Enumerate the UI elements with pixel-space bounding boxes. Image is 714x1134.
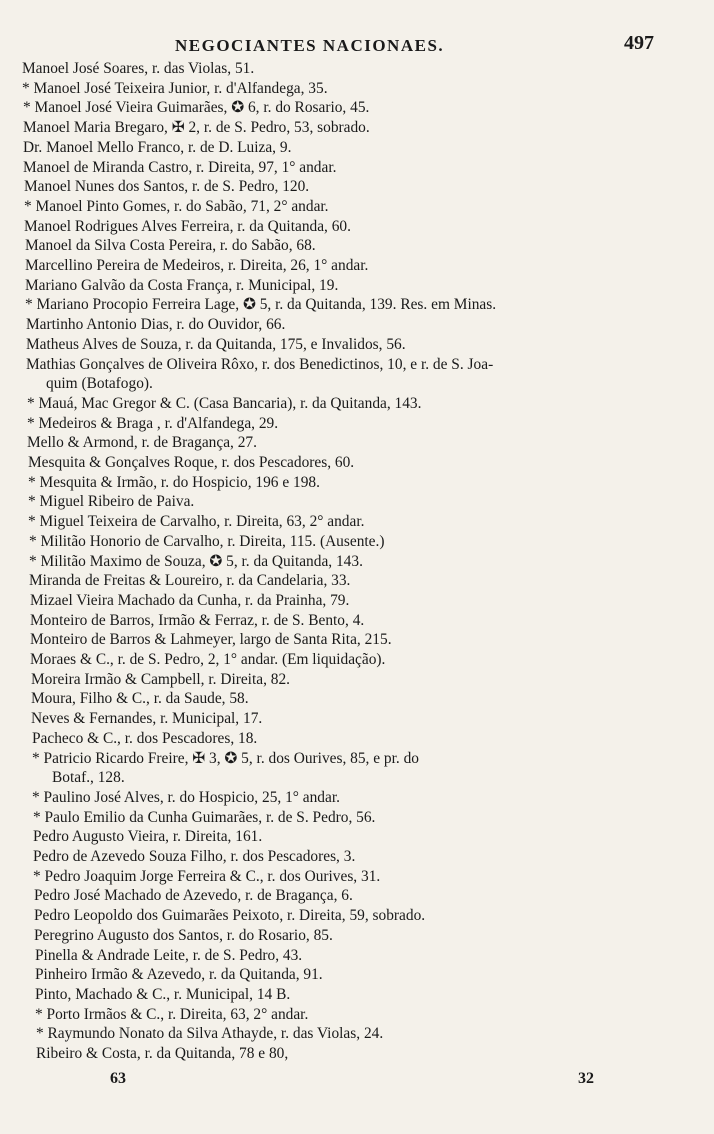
directory-entry: quim (Botafogo). bbox=[46, 375, 153, 393]
directory-entry: Mathias Gonçalves de Oliveira Rôxo, r. dos Benedictinos, 10, e r. de S. Joa- bbox=[26, 355, 494, 373]
directory-entry: Manoel José Soares, r. das Violas, 51. bbox=[22, 60, 255, 77]
directory-entry: * Porto Irmãos & C., r. Direita, 63, 2° andar. bbox=[35, 1005, 309, 1023]
directory-entry: * Manoel José Teixeira Junior, r. d'Alfandega, 35. bbox=[22, 79, 328, 97]
page-header bbox=[0, 32, 714, 60]
directory-entry: * Miguel Teixeira de Carvalho, r. Direita, 63, 2° andar. bbox=[28, 513, 365, 531]
directory-entry: Moura, Filho & C., r. da Saude, 58. bbox=[31, 690, 249, 708]
directory-entry: Dr. Manoel Mello Franco, r. de D. Luiza, 9. bbox=[23, 138, 292, 156]
directory-entry: Mello & Armond, r. de Bragança, 27. bbox=[27, 434, 257, 452]
directory-entry: * Mesquita & Irmão, r. do Hospicio, 196 e 198. bbox=[28, 473, 320, 491]
directory-entry: * Manoel José Vieira Guimarães, ✪ 6, r. do Rosario, 45. bbox=[23, 99, 370, 117]
directory-entry: * Paulo Emilio da Cunha Guimarães, r. de S. Pedro, 56. bbox=[33, 808, 376, 826]
directory-entry: Botaf., 128. bbox=[52, 769, 125, 787]
directory-entry: Pedro Leopoldo dos Guimarães Peixoto, r. Direita, 59, sobrado. bbox=[34, 907, 426, 925]
directory-entry: Monteiro de Barros, Irmão & Ferraz, r. de S. Bento, 4. bbox=[30, 611, 365, 629]
directory-entry: Pedro de Azevedo Souza Filho, r. dos Pescadores, 3. bbox=[33, 848, 356, 865]
directory-entry: Martinho Antonio Dias, r. do Ouvidor, 66. bbox=[26, 316, 286, 334]
directory-entry: Miranda de Freitas & Loureiro, r. da Candelaria, 33. bbox=[29, 572, 351, 590]
page-footer bbox=[0, 1070, 714, 1092]
directory-entry: Marcellino Pereira de Medeiros, r. Direita, 26, 1° andar. bbox=[25, 257, 369, 274]
signature-mark-left: 63 bbox=[110, 1070, 126, 1087]
directory-entry: * Miguel Ribeiro de Paiva. bbox=[28, 493, 195, 511]
directory-entry: * Militão Maximo de Souza, ✪ 5, r. da Quitanda, 143. bbox=[29, 552, 363, 570]
directory-entry: Manoel Nunes dos Santos, r. de S. Pedro, 120. bbox=[24, 178, 310, 196]
directory-entry: Manoel Maria Bregaro, ✠ 2, r. de S. Pedro, 53, sobrado. bbox=[23, 119, 370, 137]
directory-entry: * Pedro Joaquim Jorge Ferreira & C., r. dos Ourives, 31. bbox=[33, 867, 381, 885]
directory-entry: * Mariano Procopio Ferreira Lage, ✪ 5, r. da Quitanda, 139. Res. em Minas. bbox=[25, 296, 497, 314]
directory-entry: Pedro Augusto Vieira, r. Direita, 161. bbox=[33, 828, 263, 846]
directory-entry: Mariano Galvão da Costa França, r. Municipal, 19. bbox=[25, 276, 339, 294]
directory-entry: Mesquita & Gonçalves Roque, r. dos Pescadores, 60. bbox=[28, 454, 355, 471]
directory-entry: * Paulino José Alves, r. do Hospicio, 25, 1° andar. bbox=[32, 788, 340, 806]
directory-entry: Moraes & C., r. de S. Pedro, 2, 1° andar. (Em liquidação). bbox=[30, 651, 386, 668]
directory-entry: Manoel de Miranda Castro, r. Direita, 97, 1° andar. bbox=[23, 158, 337, 176]
directory-entry: Monteiro de Barros & Lahmeyer, largo de Santa Rita, 215. bbox=[30, 631, 392, 649]
directory-entry: * Patricio Ricardo Freire, ✠ 3, ✪ 5, r. dos Ourives, 85, e pr. do bbox=[32, 749, 419, 767]
directory-entry: Pacheco & C., r. dos Pescadores, 18. bbox=[32, 729, 258, 747]
directory-entry: Manoel da Silva Costa Pereira, r. do Sabão, 68. bbox=[25, 237, 316, 255]
page-number: 497 bbox=[624, 32, 654, 54]
directory-entry: Matheus Alves de Souza, r. da Quitanda, 175, e Invalidos, 56. bbox=[26, 335, 406, 353]
directory-entry: Mizael Vieira Machado da Cunha, r. da Prainha, 79. bbox=[30, 591, 350, 609]
directory-entry: Manoel Rodrigues Alves Ferreira, r. da Quitanda, 60. bbox=[24, 217, 351, 235]
directory-entry: * Medeiros & Braga , r. d'Alfandega, 29. bbox=[27, 414, 279, 432]
running-head: NEGOCIANTES NACIONAES. bbox=[175, 36, 445, 55]
directory-entry: * Mauá, Mac Gregor & C. (Casa Bancaria), r. da Quitanda, 143. bbox=[27, 394, 422, 412]
directory-entry: Ribeiro & Costa, r. da Quitanda, 78 e 80, bbox=[36, 1045, 289, 1062]
directory-entry: Pinheiro Irmão & Azevedo, r. da Quitanda, 91. bbox=[35, 966, 323, 984]
directory-entry: * Raymundo Nonato da Silva Athayde, r. das Violas, 24. bbox=[36, 1025, 384, 1043]
signature-mark-right: 32 bbox=[578, 1070, 594, 1087]
directory-entry: Pinella & Andrade Leite, r. de S. Pedro, 43. bbox=[35, 946, 303, 964]
directory-entry: Pedro José Machado de Azevedo, r. de Bragança, 6. bbox=[34, 887, 353, 905]
directory-entry: * Militão Honorio de Carvalho, r. Direita, 115. (Ausente.) bbox=[29, 532, 385, 550]
directory-entry: Pinto, Machado & C., r. Municipal, 14 B. bbox=[35, 985, 291, 1003]
directory-entry: Moreira Irmão & Campbell, r. Direita, 82. bbox=[31, 670, 291, 688]
directory-entry: Neves & Fernandes, r. Municipal, 17. bbox=[31, 710, 263, 728]
directory-entry: * Manoel Pinto Gomes, r. do Sabão, 71, 2° andar. bbox=[24, 197, 329, 215]
directory-entry: Peregrino Augusto dos Santos, r. do Rosario, 85. bbox=[34, 926, 333, 944]
